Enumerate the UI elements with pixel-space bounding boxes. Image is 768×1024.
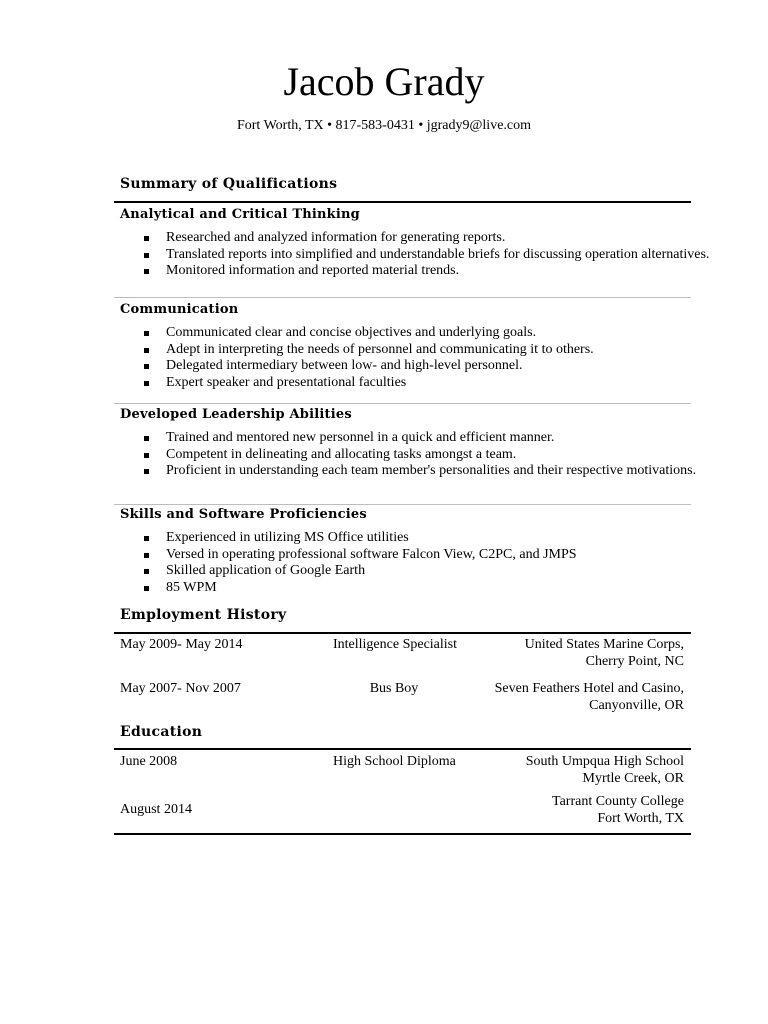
bullet-list-skills [148, 530, 577, 596]
list-item: Skilled application of Google Earth [148, 563, 577, 580]
employment-org-line1: Seven Feathers Hotel and Casino, [494, 681, 684, 696]
group-title-skills: Skills and Software Proficiencies [120, 507, 367, 522]
group-divider [114, 504, 691, 505]
list-item: Trained and mentored new personnel in a quick and efficient manner. [148, 430, 696, 447]
list-item: Delegated intermediary between low- and high-level personnel. [148, 358, 594, 375]
list-item: Adept in interpreting the needs of personnel and communicating it to others. [148, 342, 594, 359]
group-title-leadership: Developed Leadership Abilities [120, 407, 352, 422]
list-item: Versed in operating professional software Falcon View, C2PC, and JMPS [148, 547, 577, 564]
section-title-education: Education [120, 724, 203, 740]
list-item: Researched and analyzed information for generating reports. [148, 230, 709, 247]
list-item: Communicated clear and concise objectives and underlying goals. [148, 325, 594, 342]
education-school-line2: Myrtle Creek, OR [582, 771, 684, 786]
group-title-analytical: Analytical and Critical Thinking [120, 207, 360, 222]
employment-org [525, 636, 684, 670]
employment-dates: May 2009- May 2014 [120, 637, 243, 652]
list-item: Monitored information and reported material trends. [148, 263, 709, 280]
education-school [526, 753, 684, 787]
list-item: Translated reports into simplified and understandable briefs for discussing operation alternatives. [148, 247, 709, 264]
section-rule [114, 748, 691, 750]
employment-role: Bus Boy [369, 681, 419, 696]
list-item: Experienced in utilizing MS Office utilities [148, 530, 577, 547]
employment-role: Intelligence Specialist [333, 637, 458, 652]
candidate-name: Jacob Grady [283, 59, 485, 104]
section-title-summary: Summary of Qualifications [120, 176, 338, 192]
education-dates: August 2014 [120, 802, 192, 817]
list-item: Expert speaker and presentational faculties [148, 375, 594, 392]
education-school-line1: Tarrant County College [552, 794, 684, 809]
education-school-line1: South Umpqua High School [525, 754, 684, 769]
section-rule [114, 201, 691, 203]
bullet-list-communication [148, 325, 594, 391]
education-school-line2: Fort Worth, TX [597, 811, 684, 826]
group-divider [114, 403, 691, 404]
education-degree: High School Diploma [333, 754, 456, 769]
education-dates: June 2008 [120, 754, 178, 769]
employment-org-line2: Canyonville, OR [589, 698, 684, 713]
contact-line: Fort Worth, TX • 817-583-0431 • jgrady9@live.com [236, 118, 532, 133]
group-divider [114, 297, 691, 298]
employment-org [495, 680, 684, 714]
list-item: Competent in delineating and allocating tasks amongst a team. [148, 447, 696, 464]
employment-org-line1: United States Marine Corps, [524, 637, 684, 652]
bullet-list-leadership [148, 430, 696, 480]
employment-org-line2: Cherry Point, NC [585, 654, 684, 669]
section-rule [114, 632, 691, 634]
education-school [552, 793, 684, 827]
group-title-communication: Communication [120, 302, 239, 317]
list-item: 85 WPM [148, 580, 577, 597]
bullet-list-analytical [148, 230, 709, 280]
section-title-employment: Employment History [120, 607, 287, 623]
employment-dates: May 2007- Nov 2007 [120, 681, 241, 696]
list-item: Proficient in understanding each team member's personalities and their respective motivations. [148, 463, 696, 480]
section-rule-bottom [114, 833, 691, 835]
